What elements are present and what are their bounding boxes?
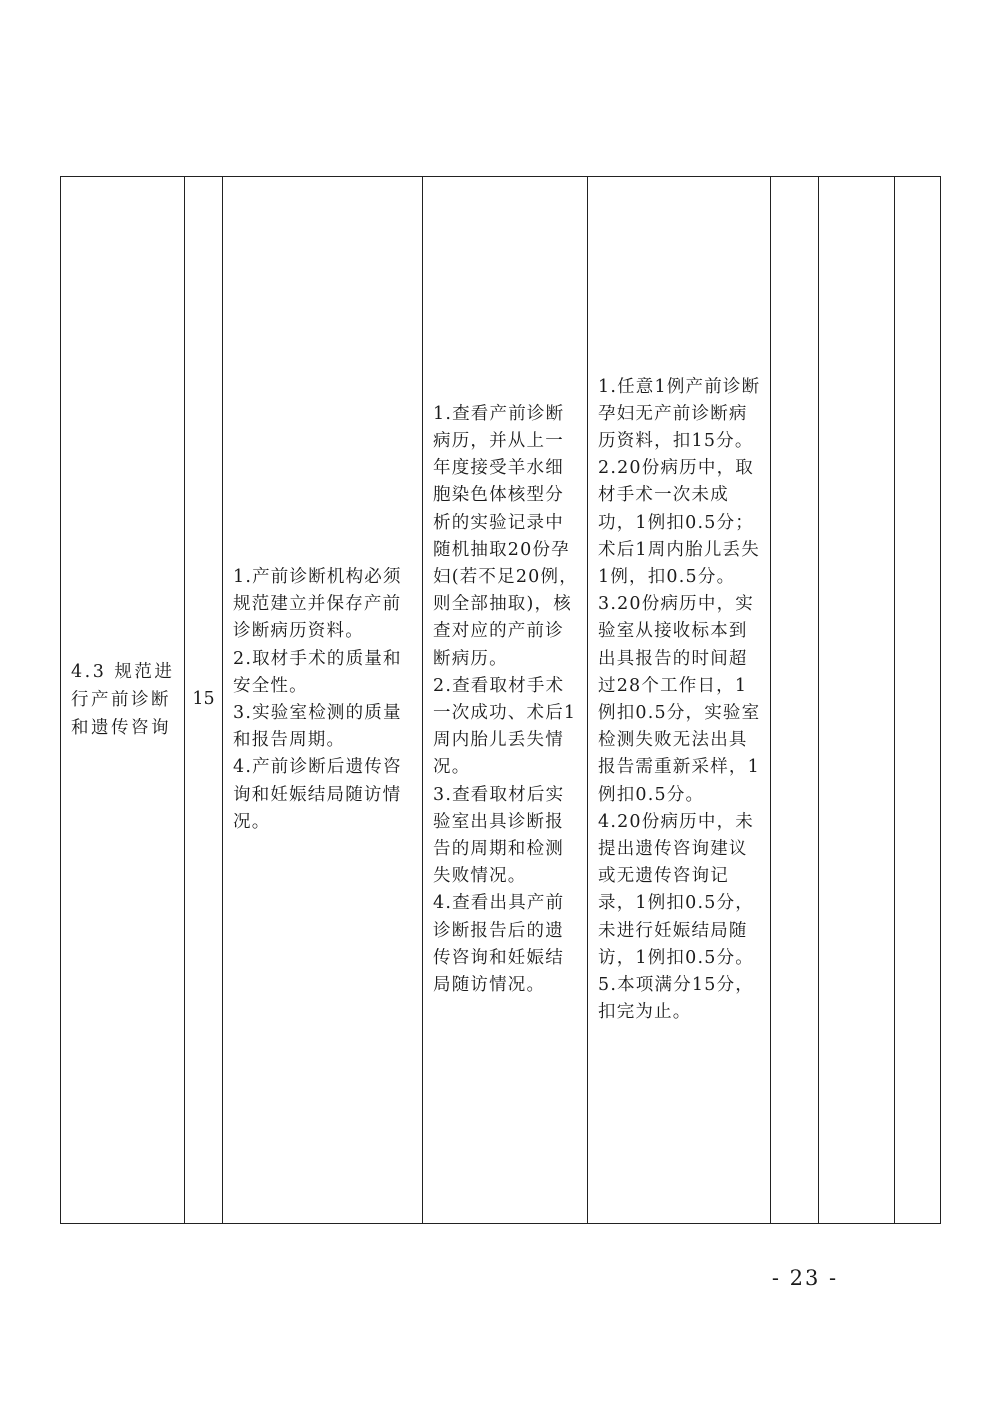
requirements-cell	[223, 177, 423, 1224]
requirement-item: 3.实验室检测的质量和报告周期。	[233, 703, 402, 751]
page-number: - 23 -	[771, 1266, 839, 1290]
method-item: 1.查看产前诊断病历，并从上一年度接受羊水细胞染色体核型分析的实验记录中随机抽取20份孕妇(若不足20例，则全部抽取)，核查对应的产前诊断病历。	[433, 403, 578, 669]
scoring-item: 3.20份病历中，实验室从接收标本到出具报告的时间超过28个工作日，1例扣0.5分，实验室检测失败无法出具报告需重新采样，1例扣0.5分。	[598, 594, 761, 805]
scoring-cell	[588, 177, 771, 1224]
item-cell	[61, 177, 185, 1224]
item-title: 4.3 规范进行产前诊断和遗传咨询	[71, 662, 175, 738]
requirement-item: 1.产前诊断机构必须规范建立并保存产前诊断病历资料。	[233, 566, 402, 642]
empty-cell	[895, 177, 941, 1224]
methods-cell	[423, 177, 588, 1224]
evaluation-table	[60, 176, 941, 1224]
method-item: 2.查看取材手术一次成功、术后1周内胎儿丢失情况。	[433, 675, 577, 778]
empty-cell	[771, 177, 819, 1224]
scoring-item: 2.20份病历中，取材手术一次未成功，1例扣0.5分；术后1周内胎儿丢失1例，扣0.5分。	[598, 458, 760, 587]
empty-cell	[819, 177, 895, 1224]
method-item: 4.查看出具产前诊断报告后的遗传咨询和妊娠结局随访情况。	[433, 893, 565, 996]
scoring-item: 4.20份病历中，未提出遗传咨询建议或无遗传咨询记录，1例扣0.5分，未进行妊娠结局随访，1例扣0.5分。	[598, 811, 754, 968]
score-cell	[185, 177, 223, 1224]
scoring-item: 5.本项满分15分，扣完为止。	[598, 975, 754, 1023]
item-score: 15	[192, 689, 215, 710]
method-item: 3.查看取材后实验室出具诊断报告的周期和检测失败情况。	[433, 784, 565, 887]
requirement-item: 2.取材手术的质量和安全性。	[233, 648, 402, 696]
scoring-item: 1.任意1例产前诊断孕妇无产前诊断病历资料，扣15分。	[598, 376, 761, 451]
table-row	[61, 177, 941, 1224]
requirement-item: 4.产前诊断后遗传咨询和妊娠结局随访情况。	[233, 757, 402, 832]
